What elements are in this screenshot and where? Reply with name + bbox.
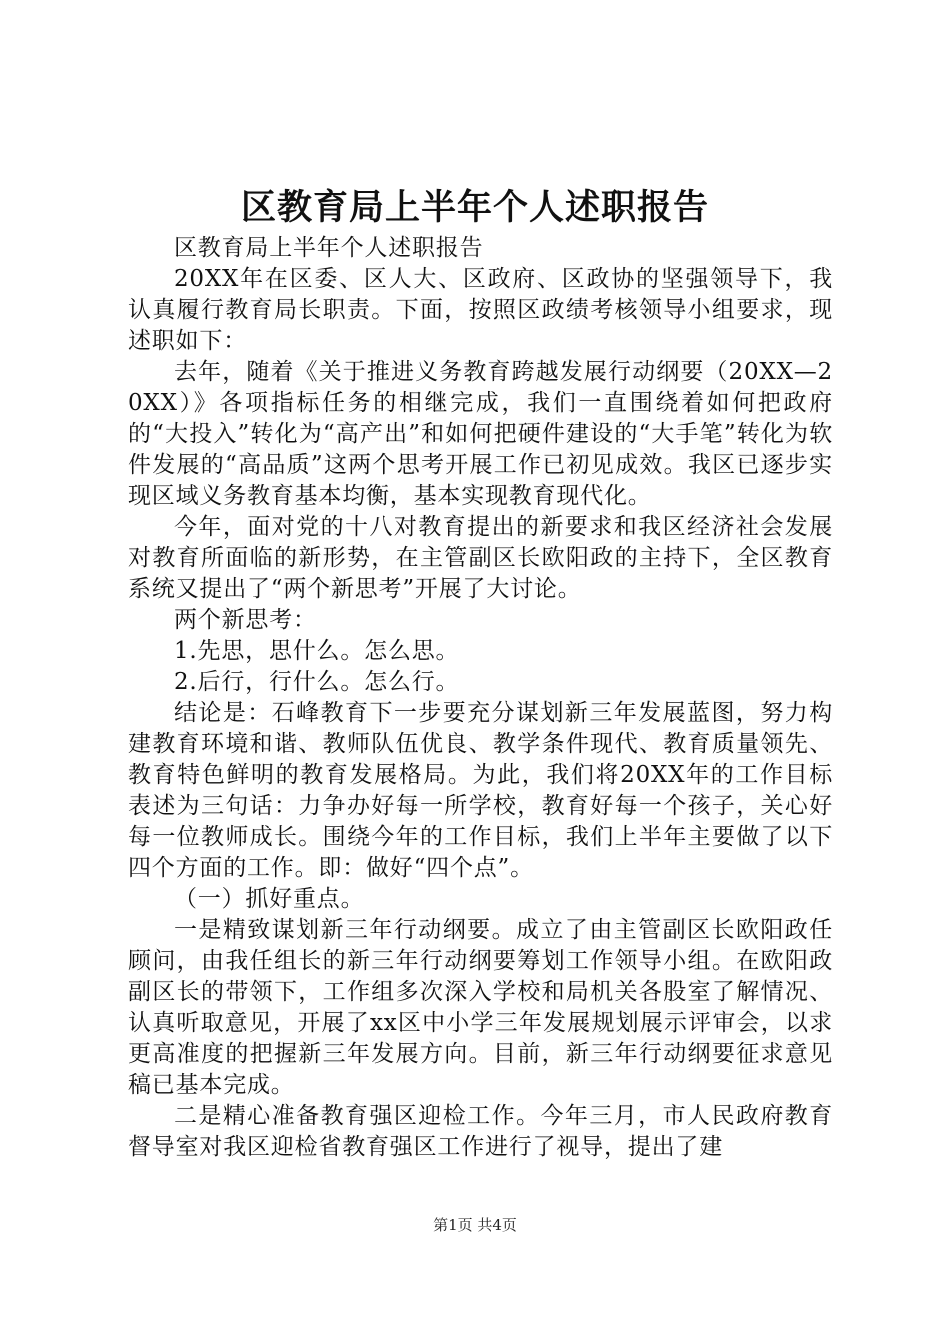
paragraph-two-thoughts-label: 两个新思考： (174, 607, 317, 633)
list-item-act: 2.后行，行什么。怎么行。 (174, 669, 460, 695)
paragraph-this-year: 今年，面对党的十八对教育提出的新要求和我区经济社会发展对教育所面临的新形势，在主管副区长欧阳政的主持下，全区教育系统又提出了“两个新思考”开展了大讨论。 (128, 514, 833, 602)
paragraph-conclusion: 结论是：石峰教育下一步要充分谋划新三年发展蓝图，努力构建教育环境和谐、教师队伍优良、教学条件现代、教育质量领先、教育特色鲜明的教育发展格局。为此，我们将20XX年的工作目标表述为三句话：力争办好每一所学校，教育好每一个孩子，关心好每一位教师成长。围绕今年的工作目标，我们上半年主要做了以下四个方面的工作。即：做好“四个点”。 (128, 700, 833, 881)
paragraph-inspection: 二是精心准备教育强区迎检工作。今年三月，市人民政府教育督导室对我区迎检省教育强区工作进行了视导，提出了建 (128, 1103, 833, 1160)
paragraph-heading-repeat: 区教育局上半年个人述职报告 (174, 235, 484, 261)
document-body (128, 233, 833, 1163)
paragraph-intro: 20XX年在区委、区人大、区政府、区政协的坚强领导下，我认真履行教育局长职责。下面，按照区政绩考核领导小组要求，现述职如下： (128, 266, 833, 354)
document-title: 区教育局上半年个人述职报告 (240, 187, 709, 228)
page-footer: 第1页 共4页 (433, 1216, 517, 1234)
list-item-think: 1.先思，思什么。怎么思。 (174, 638, 460, 664)
section-heading-key-points: （一）抓好重点。 (174, 886, 365, 912)
paragraph-action-plan: 一是精致谋划新三年行动纲要。成立了由主管副区长欧阳政任顾问，由我任组长的新三年行动纲要筹划工作领导小组。在欧阳政副区长的带领下，工作组多次深入学校和局机关各股室了解情况、认真听取意见，开展了xx区中小学三年发展规划展示评审会，以求更高准度的把握新三年发展方向。目前，新三年行动纲要征求意见稿已基本完成。 (128, 917, 833, 1098)
paragraph-last-year: 去年，随着《关于推进义务教育跨越发展行动纲要（20XX—20XX）》各项指标任务的相继完成，我们一直围绕着如何把政府的“大投入”转化为“高产出”和如何把硬件建设的“大手笔”转化为软件发展的“高品质”这两个思考开展工作已初见成效。我区已逐步实现区域义务教育基本均衡，基本实现教育现代化。 (128, 359, 833, 509)
